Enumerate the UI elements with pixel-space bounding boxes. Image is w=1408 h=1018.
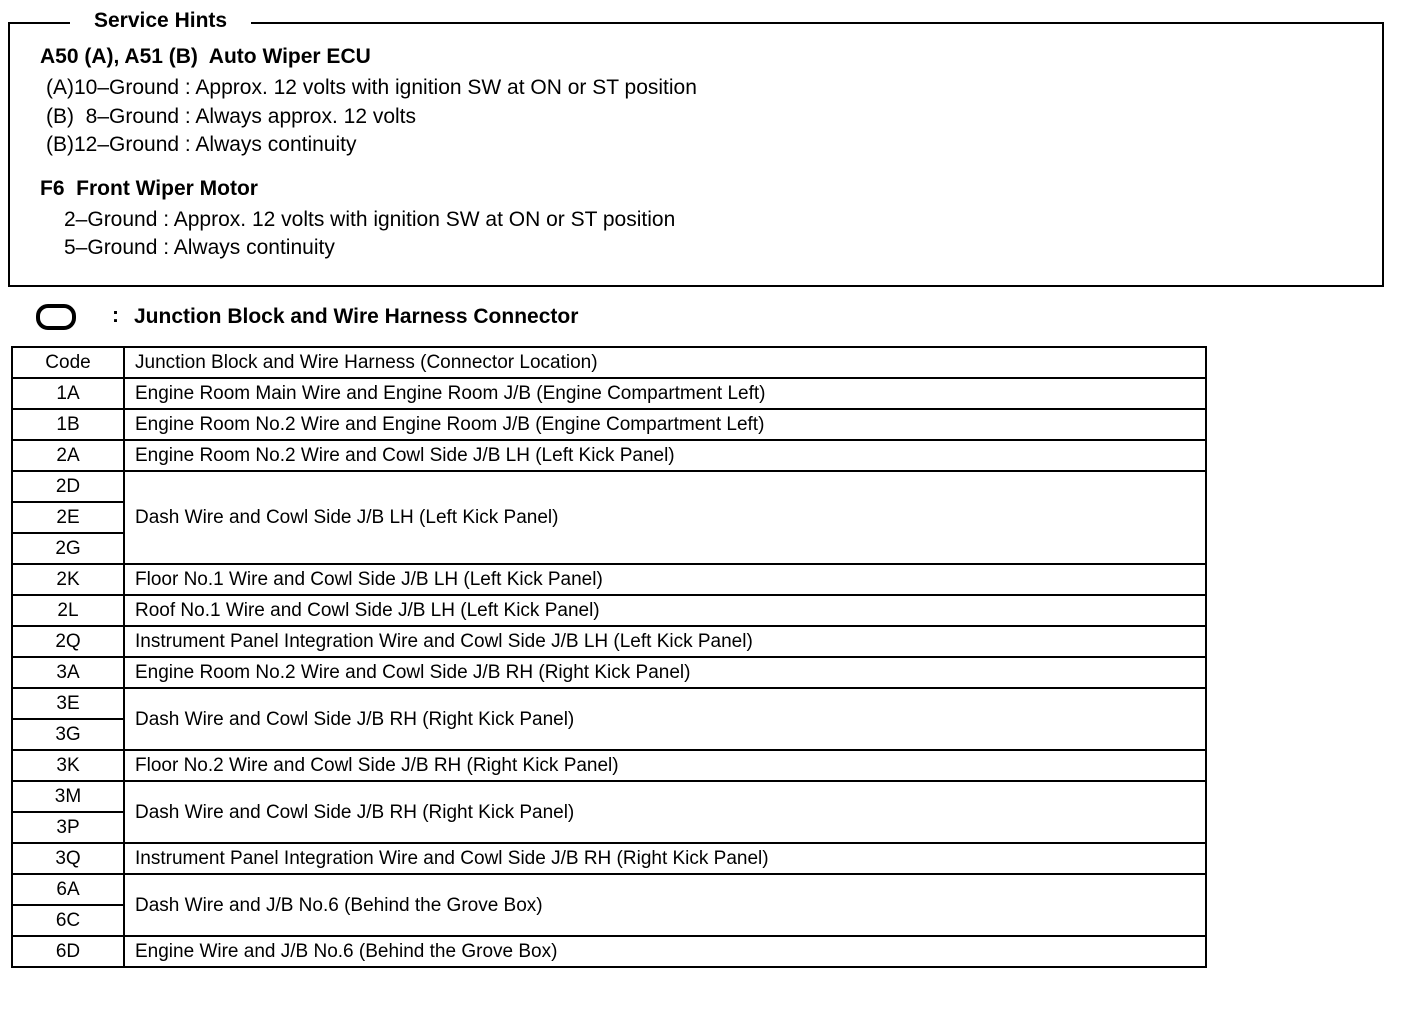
table-row <box>12 440 1206 471</box>
code-cell: 2G <box>12 533 124 564</box>
code-cell: 1A <box>12 378 124 409</box>
table-row <box>12 750 1206 781</box>
legend-label: Junction Block and Wire Harness Connector <box>134 305 579 328</box>
table-row <box>12 688 1206 719</box>
description-cell: Engine Room No.2 Wire and Engine Room J/B (Engine Compartment Left) <box>124 409 1206 440</box>
hint-line: (A)10–Ground : Approx. 12 volts with ignition SW at ON or ST position <box>46 76 697 99</box>
description-cell: Dash Wire and Cowl Side J/B RH (Right Kick Panel) <box>124 781 1206 843</box>
table-row <box>12 595 1206 626</box>
description-cell: Roof No.1 Wire and Cowl Side J/B LH (Left Kick Panel) <box>124 595 1206 626</box>
description-cell: Engine Room No.2 Wire and Cowl Side J/B RH (Right Kick Panel) <box>124 657 1206 688</box>
code-cell: 3P <box>12 812 124 843</box>
description-cell: Dash Wire and Cowl Side J/B RH (Right Kick Panel) <box>124 688 1206 750</box>
code-cell: 2L <box>12 595 124 626</box>
table-row <box>12 843 1206 874</box>
code-cell: 2Q <box>12 626 124 657</box>
code-cell: 2D <box>12 471 124 502</box>
description-cell: Floor No.2 Wire and Cowl Side J/B RH (Right Kick Panel) <box>124 750 1206 781</box>
code-cell: 3K <box>12 750 124 781</box>
table-row <box>12 657 1206 688</box>
description-cell: Engine Room Main Wire and Engine Room J/B (Engine Compartment Left) <box>124 378 1206 409</box>
code-cell: 2A <box>12 440 124 471</box>
table-row <box>12 874 1206 905</box>
hint-line: (B)12–Ground : Always continuity <box>46 133 357 156</box>
description-cell: Floor No.1 Wire and Cowl Side J/B LH (Left Kick Panel) <box>124 564 1206 595</box>
service-hints-title: Service Hints <box>70 8 251 34</box>
connector-legend-icon <box>36 304 76 330</box>
code-cell: 1B <box>12 409 124 440</box>
table-header-row <box>12 347 1206 378</box>
hint-line: (B) 8–Ground : Always approx. 12 volts <box>46 105 417 128</box>
table-row <box>12 378 1206 409</box>
description-cell: Engine Wire and J/B No.6 (Behind the Grove Box) <box>124 936 1206 967</box>
section-heading-front-wiper-motor: F6 Front Wiper Motor <box>40 177 258 200</box>
description-cell: Engine Room No.2 Wire and Cowl Side J/B LH (Left Kick Panel) <box>124 440 1206 471</box>
code-cell: 6A <box>12 874 124 905</box>
section-heading-auto-wiper-ecu: A50 (A), A51 (B) Auto Wiper ECU <box>40 45 371 68</box>
header-code: Code <box>12 347 124 378</box>
junction-block-table <box>11 346 1207 968</box>
description-cell: Dash Wire and J/B No.6 (Behind the Grove Box) <box>124 874 1206 936</box>
hint-line: 5–Ground : Always continuity <box>64 236 335 259</box>
table-row <box>12 409 1206 440</box>
code-cell: 3E <box>12 688 124 719</box>
code-cell: 2K <box>12 564 124 595</box>
table-row <box>12 471 1206 502</box>
code-cell: 6C <box>12 905 124 936</box>
code-cell: 3A <box>12 657 124 688</box>
code-cell: 3Q <box>12 843 124 874</box>
table-row <box>12 781 1206 812</box>
code-cell: 6D <box>12 936 124 967</box>
table-row <box>12 626 1206 657</box>
code-cell: 3G <box>12 719 124 750</box>
table-row <box>12 936 1206 967</box>
description-cell: Instrument Panel Integration Wire and Cowl Side J/B LH (Left Kick Panel) <box>124 626 1206 657</box>
description-cell: Instrument Panel Integration Wire and Cowl Side J/B RH (Right Kick Panel) <box>124 843 1206 874</box>
description-cell: Dash Wire and Cowl Side J/B LH (Left Kick Panel) <box>124 471 1206 564</box>
hint-line: 2–Ground : Approx. 12 volts with ignition SW at ON or ST position <box>64 208 676 231</box>
code-cell: 2E <box>12 502 124 533</box>
table-row <box>12 564 1206 595</box>
legend-colon: : <box>112 304 119 327</box>
code-cell: 3M <box>12 781 124 812</box>
header-description: Junction Block and Wire Harness (Connector Location) <box>124 347 1206 378</box>
